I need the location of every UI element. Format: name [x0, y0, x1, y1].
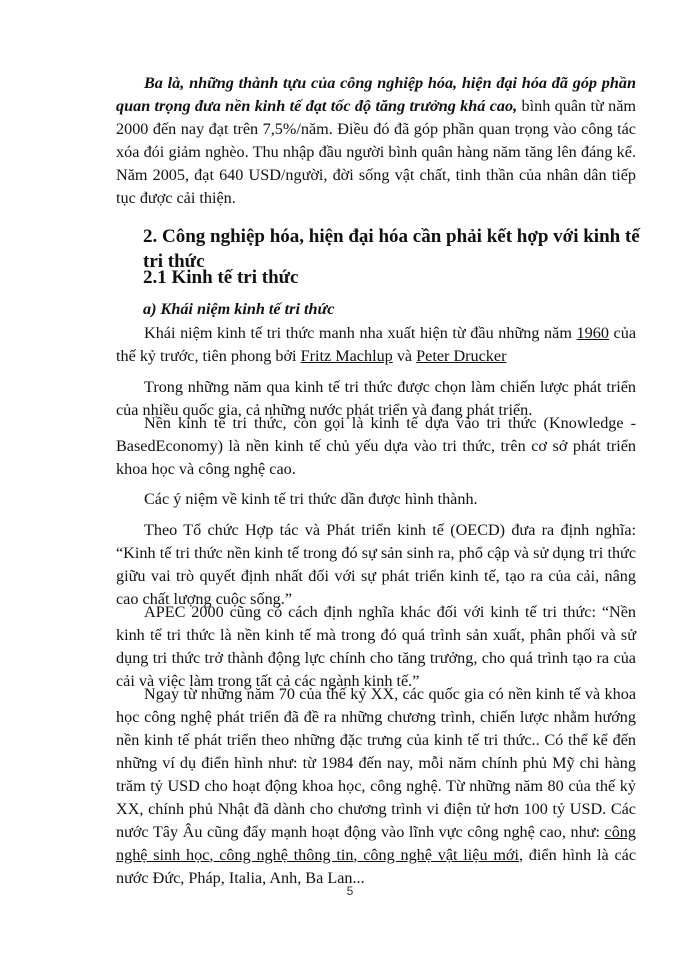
paragraph-origin: [116, 322, 636, 368]
text-run: Khái niệm kinh tế tri thức manh nha xuất hiện từ đầu những năm: [144, 324, 577, 342]
information-technology-link[interactable]: công nghệ thông tin: [219, 846, 354, 864]
new-materials-link[interactable]: công nghệ vật liệu mới: [363, 846, 519, 864]
subheading-a-definition: a) Khái niệm kinh tế tri thức: [143, 300, 335, 318]
paragraph-oecd: Theo Tổ chức Hợp tác và Phát triển kinh tế (OECD) đưa ra định nghĩa: “Kinh tế tri thức nền kinh tế trong đó sự sản sinh ra, phổ cập và sử dụng tri thức giữu vai trò quyết định nhất đối với sự phát triển kinh tế, tạo ra của cải, nâng cao chất lượng cuộc sống.”: [116, 521, 636, 608]
text-run: của thế kỷ trước, tiên phong bởi: [116, 324, 636, 365]
year-1960-link[interactable]: 1960: [576, 324, 609, 342]
biotechnology-link[interactable]: công nghệ sinh học: [116, 823, 636, 864]
section-heading-2: 2. Công nghiệp hóa, hiện đại hóa cần phải kết hợp với kinh tế tri thức: [143, 226, 640, 272]
separator: ,: [353, 846, 364, 864]
paragraph-apec: APEC 2000 cũng có cách định nghĩa khác đối với kinh tế tri thức: “Nền kinh tế tri thức là nền kinh tế mà trong đó quá trình sản xuất, phân phối và sử dụng tri thức trở thành động lực chính cho tăng trưởng, cho quá trình tạo ra của cải và việc làm trong tất cả các ngành kinh tế.”: [116, 603, 636, 690]
text-run: và: [392, 347, 417, 365]
peter-drucker-link[interactable]: Peter Drucker: [416, 347, 507, 365]
paragraph-strategy: Trong những năm qua kinh tế tri thức được chọn làm chiến lược phát triển của nhiều quốc gia, cả những nước phát triển và đang phát triển.: [116, 378, 636, 419]
paragraph-lead-emphasis: Ba là, những thành tựu của công nghiệp hóa, hiện đại hóa đã góp phần quan trọng đưa nền kinh tế đạt tốc độ tăng trưởng khá cao,: [116, 74, 636, 115]
text-run: Ngay từ những năm 70 của thế kỷ XX, các quốc gia có nền kinh tế và khoa học công nghệ phát triển đã đề ra những chương trình, chiến lược nhằm hướng nền kinh tế phát triển theo những đặc trưng của kinh tế tri thức.. Có thể kể đến những ví dụ điển hình như: từ 1984 đến nay, mỗi năm chính phủ Mỹ chi hàng trăm tỷ USD cho hoạt động khoa học, công nghệ. Từ những năm 80 của thế kỷ XX, chính phủ Nhật đã dành cho chương trình vi điện tử hơn 100 tỷ USD. Các nước Tây Âu cũng đẩy mạnh hoạt động vào lĩnh vực công nghệ cao, như:: [116, 685, 636, 841]
paragraph-definition: Nền kinh tế tri thức, còn gọi là kinh tế dựa vào tri thức (Knowledge - BasedEconomy) là nền kinh tế chủ yếu dựa vào tri thức, trên cơ sở phát triển khoa học và công nghệ cao.: [116, 414, 636, 478]
subsection-heading-2-1: 2.1 Kinh tế tri thức: [143, 267, 299, 288]
paragraph-concepts: Các ý niệm về kinh tế tri thức dần được hình thành.: [144, 490, 478, 508]
paragraph-examples: [116, 683, 636, 890]
paragraph-body: bình quân từ năm 2000 đến nay đạt trên 7,5%/năm. Điều đó đã góp phần quan trọng vào công tác xóa đói giảm nghèo. Thu nhập đầu người bình quân hàng năm tăng lên đáng kể. Năm 2005, đạt 640 USD/người, đời sống vật chất, tinh thần của nhân dân tiếp tục được cải thiện.: [116, 97, 637, 207]
fritz-machlup-link[interactable]: Fritz Machlup: [300, 347, 393, 365]
text-run: , điển hình là các nước Đức, Pháp, Italia, Anh, Ba Lan...: [116, 846, 637, 887]
separator: ,: [209, 846, 220, 864]
page-number: 5: [346, 884, 354, 898]
paragraph-achievements: [116, 72, 636, 210]
